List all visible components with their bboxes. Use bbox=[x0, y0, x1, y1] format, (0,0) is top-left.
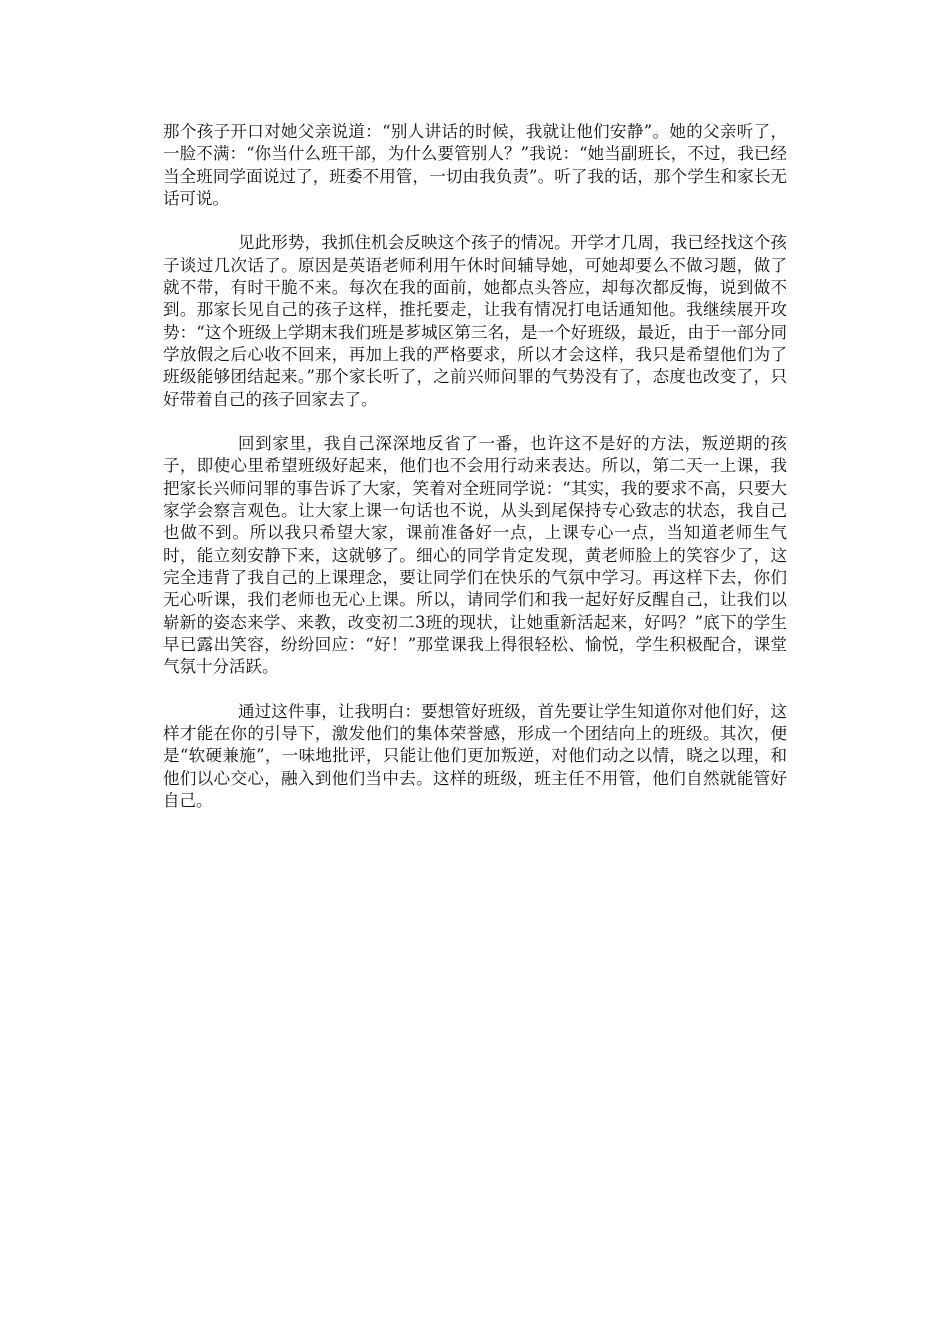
paragraph-4: 通过这件事，让我明白：要想管好班级，首先要让学生知道你对他们好，这样才能在你的引导下，激发他们的集体荣誉感，形成一个团结向上的班级。其次，便是“软硬兼施”，一味地批评，只能让他们更加叛逆，对他们动之以情，晓之以理，和他们以心交心，融入到他们当中去。这样的班级，班主任不用管，他们自然就能管好自己。 bbox=[163, 701, 787, 810]
paragraph-1: 那个孩子开口对她父亲说道：“别人讲话的时候，我就让他们安静”。她的父亲听了，一脸不满：“你当什么班干部，为什么要管别人？”我说：“她当副班长，不过，我已经当全班同学面说过了，班委不用管，一切由我负责”。听了我的话，那个学生和家长无话可说。 bbox=[163, 122, 787, 208]
paragraph-3: 回到家里，我自己深深地反省了一番，也许这不是好的方法，叛逆期的孩子，即使心里希望班级好起来，他们也不会用行动来表达。所以，第二天一上课，我把家长兴师问罪的事告诉了大家，笑着对全班同学说：“其实，我的要求不高，只要大家学会察言观色。让大家上课一句话也不说，从头到尾保持专心致志的状态，我自己也做不到。所以我只希望大家，课前准备好一点，上课专心一点，当知道老师生气时，能立刻安静下来，这就够了。细心的同学肯定发现，黄老师脸上的笑容少了，这完全违背了我自己的上课理念，要让同学们在快乐的气氛中学习。再这样下去，你们无心听课，我们老师也无心上课。所以，请同学们和我一起好好反醒自己，让我们以崭新的姿态来学、来教，改变初二3班的现状，让她重新活起来，好吗？”底下的学生早已露出笑容，纷纷回应：“好！”那堂课我上得很轻松、愉悦，学生积极配合，课堂气氛十分活跃。 bbox=[163, 434, 787, 677]
paragraph-2: 见此形势，我抓住机会反映这个孩子的情况。开学才几周，我已经找这个孩子谈过几次话了。原因是英语老师利用午休时间辅导她，可她却要么不做习题，做了就不带，有时干脆不来。每次在我的面前，她都点头答应，却每次都反悔，说到做不到。那家长见自己的孩子这样，推托要走，让我有情况打电话通知他。我继续展开攻势：“这个班级上学期末我们班是芗城区第三名，是一个好班级，最近，由于一部分同学放假之后心收不回来，再加上我的严格要求，所以才会这样，我只是希望他们为了班级能够团结起来。”那个家长听了，之前兴师问罪的气势没有了，态度也改变了，只好带着自己的孩子回家去了。 bbox=[163, 233, 787, 409]
document-body bbox=[163, 121, 787, 835]
